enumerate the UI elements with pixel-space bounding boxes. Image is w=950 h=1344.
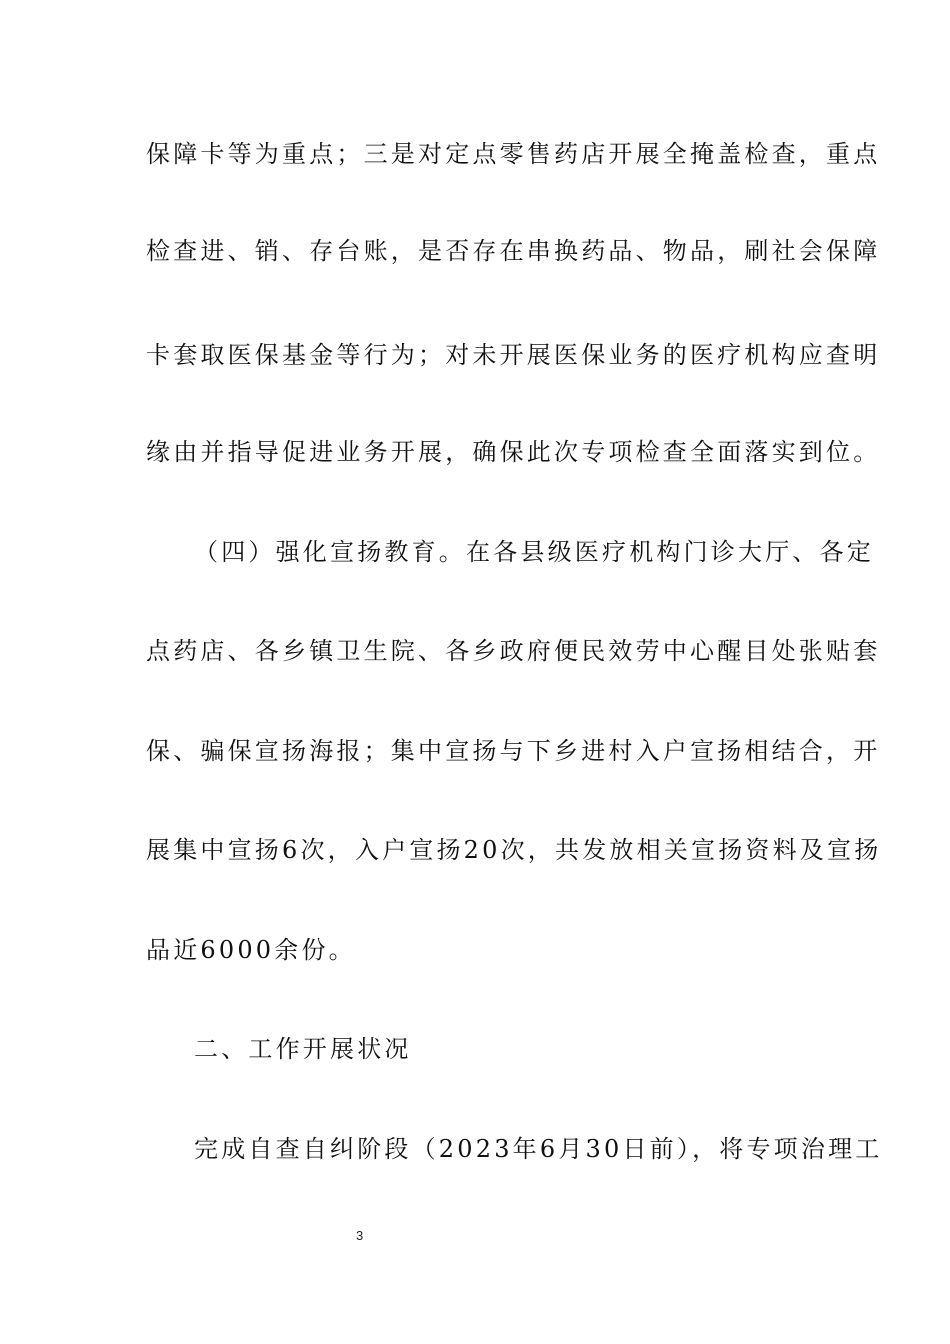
body-text-line: 保、骗保宣扬海报；集中宣扬与下乡进村入户宣扬相结合，开 [146,737,881,765]
body-text-line: 点药店、各乡镇卫生院、各乡政府便民效劳中心醒目处张贴套 [146,637,881,665]
section-heading-line: （四）强化宣扬教育。在各县级医疗机构门诊大厅、各定 [194,538,874,566]
page-number: 3 [356,1228,364,1243]
body-text-line: 检查进、销、存台账，是否存在串换药品、物品，刷社会保障 [146,237,881,265]
body-text-line: 缘由并指导促进业务开展，确保此次专项检查全面落实到位。 [146,438,881,466]
section-title: 二、工作开展状况 [194,1035,412,1063]
body-text-line: 品近6000余份。 [146,936,356,964]
body-text-line: 展集中宣扬6次，入户宣扬20次，共发放相关宣扬资料及宣扬 [146,836,882,864]
body-text-line: 保障卡等为重点；三是对定点零售药店开展全掩盖检查，重点 [146,140,881,168]
body-text-line: 完成自查自纠阶段（2023年6月30日前），将专项治理工 [194,1135,883,1163]
body-text-line: 卡套取医保基金等行为；对未开展医保业务的医疗机构应查明 [146,341,881,369]
